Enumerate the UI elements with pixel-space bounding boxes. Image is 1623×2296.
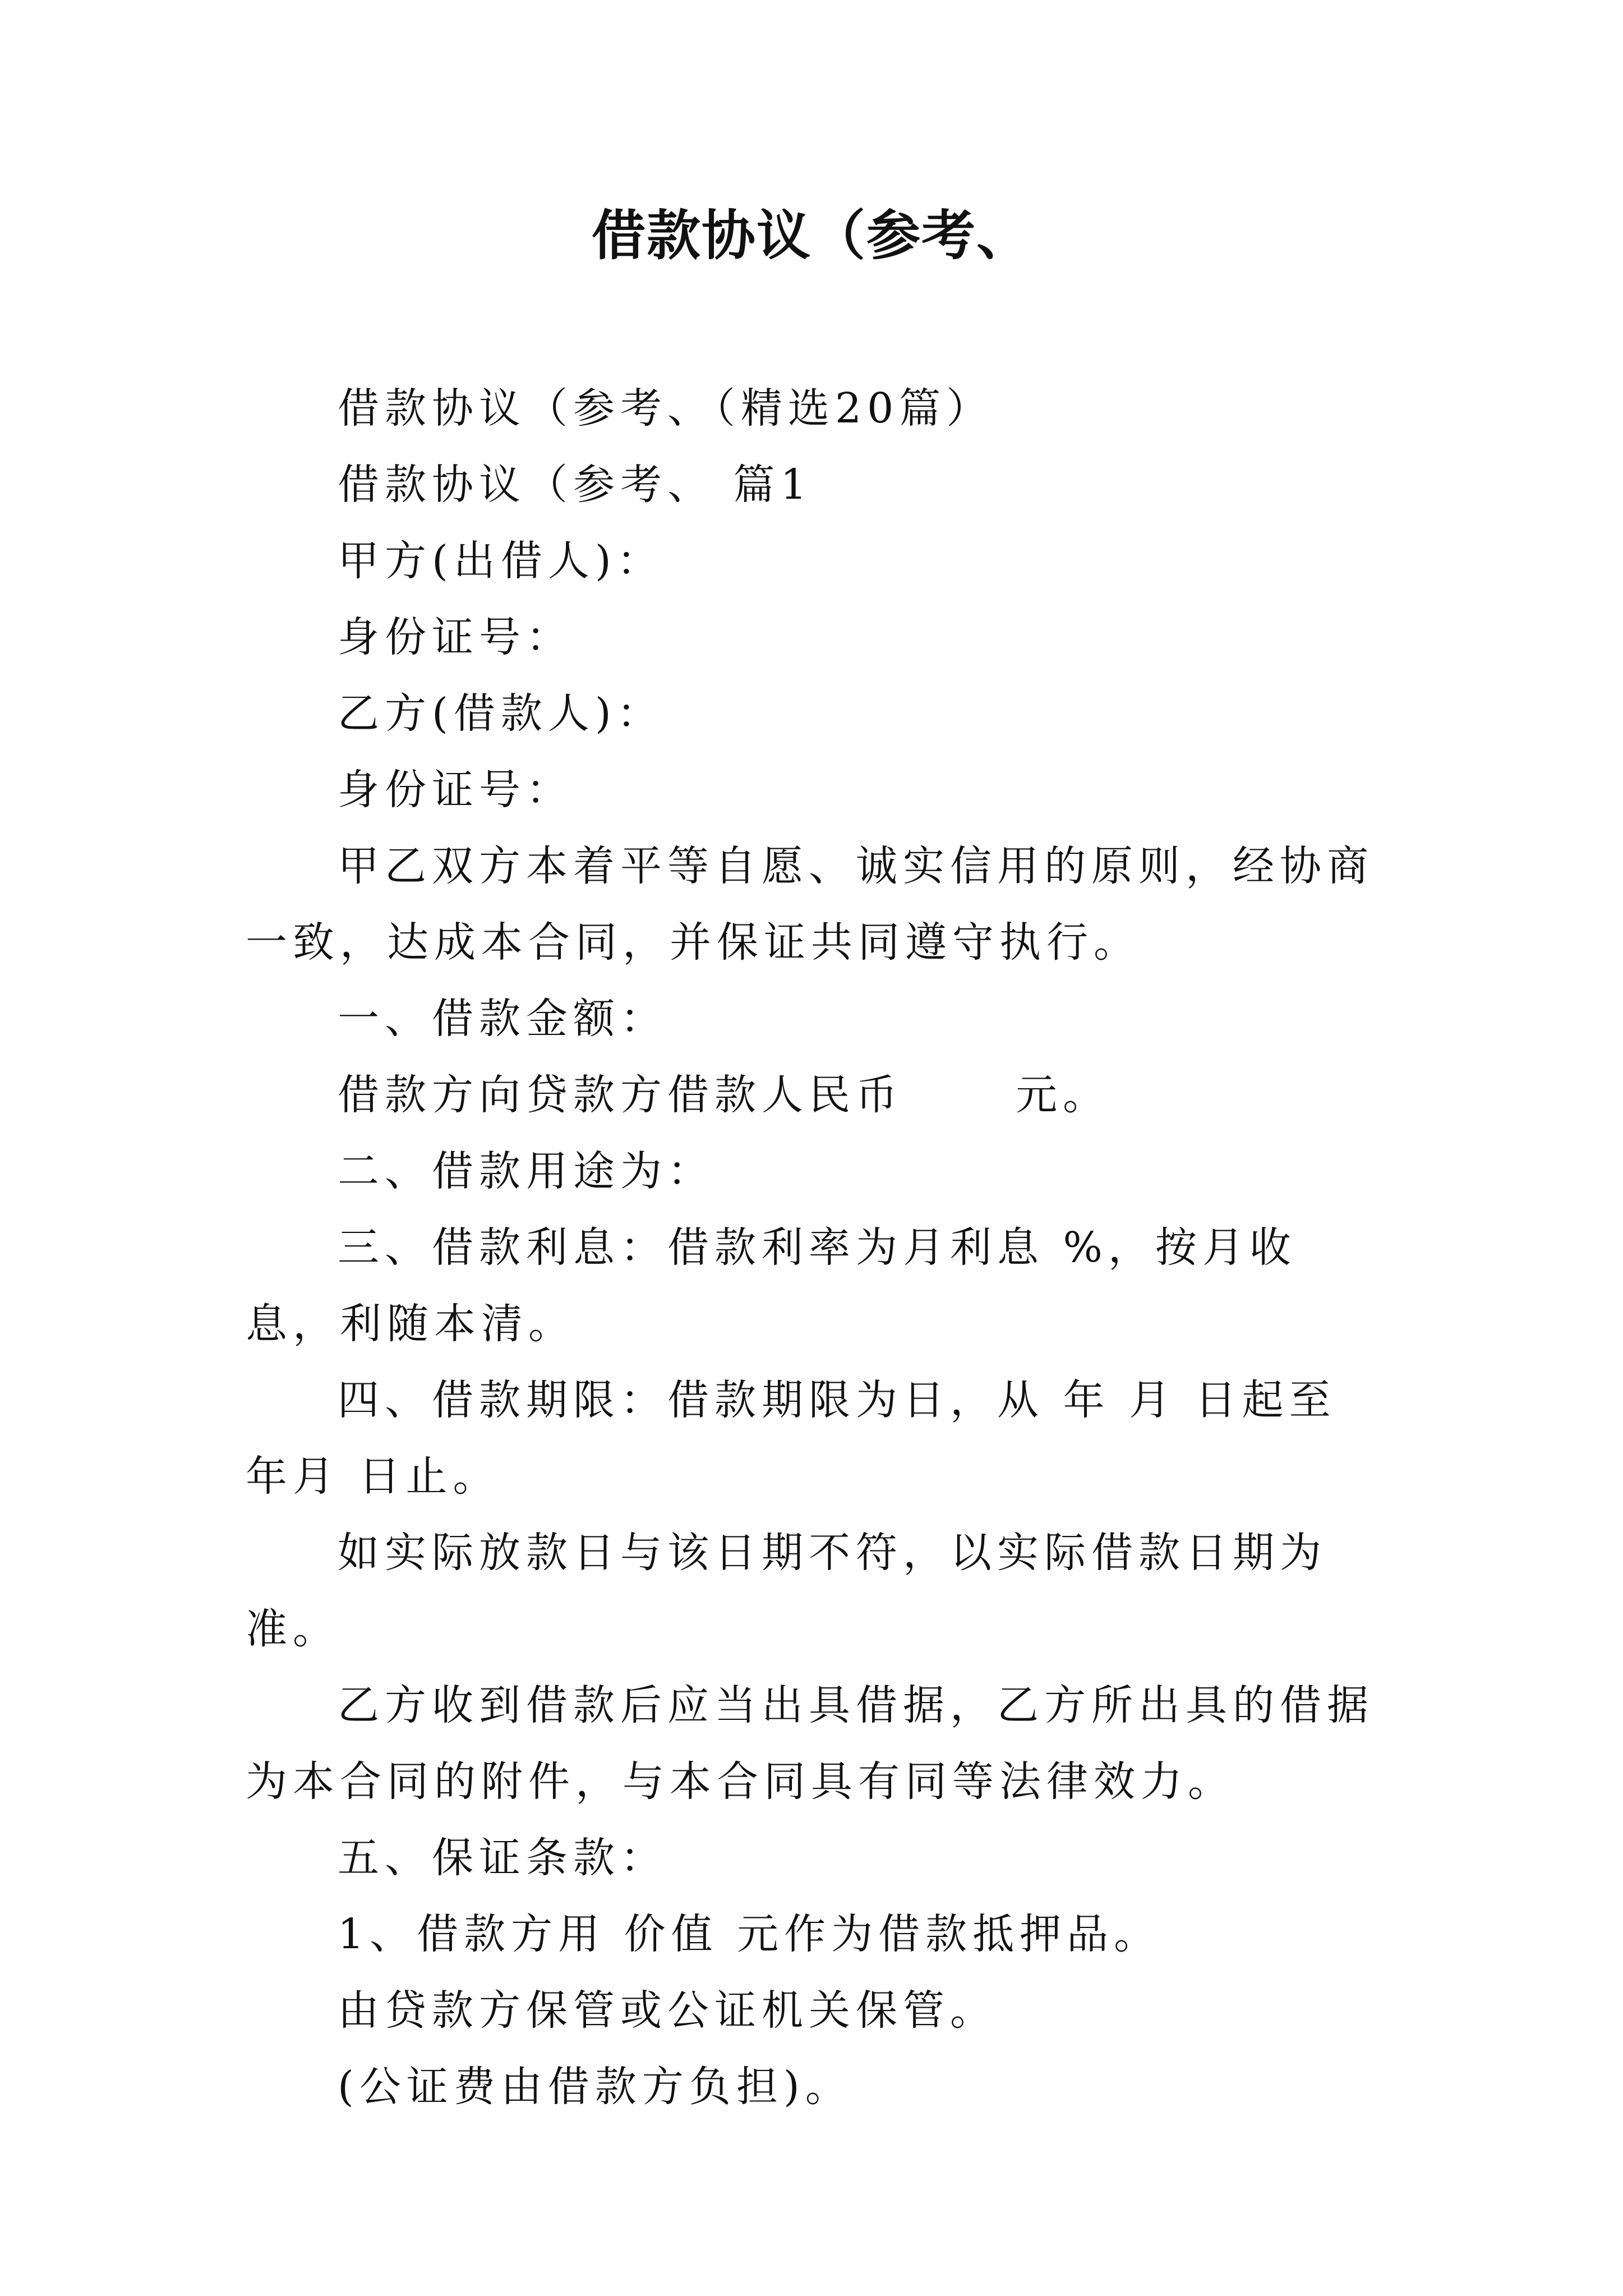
paragraph-actual-date: 如实际放款日与该日期不符，以实际借款日期为准。 — [246, 1529, 1327, 1653]
paragraph-subtitle: 借款协议（参考、（精选20篇） — [338, 384, 994, 432]
paragraph-custody: 由贷款方保管或公证机关保管。 — [338, 1986, 997, 2035]
paragraph-receipt: 乙方收到借款后应当出具借据，乙方所出具的借据为本合同的附件，与本合同具有同等法律效力。 — [246, 1681, 1374, 1806]
paragraph-clause-2-purpose: 二、借款用途为： — [338, 1147, 714, 1195]
paragraph-clause-1-heading: 一、借款金额： — [338, 995, 667, 1043]
paragraph-clause-5-heading: 五、保证条款： — [338, 1834, 667, 1882]
paragraph-party-b-id: 身份证号： — [338, 766, 573, 814]
paragraph-preamble: 甲乙双方本着平等自愿、诚实信用的原则，经协商一致，达成本合同，并保证共同遵守执行。 — [246, 842, 1374, 967]
document-title: 借款协议（参考、 — [592, 204, 1031, 267]
paragraph-clause-4-term: 四、借款期限：借款期限为日，从 年 月 日起至 年月 日止。 — [246, 1376, 1355, 1501]
paragraph-clause-1-amount: 借款方向贷款方借款人民币 元。 — [338, 1071, 1110, 1119]
paragraph-collateral: 1、借款方用 价值 元作为借款抵押品。 — [338, 1910, 1161, 1958]
paragraph-party-a-id: 身份证号： — [338, 613, 573, 661]
document-body — [246, 370, 1390, 2125]
paragraph-party-b: 乙方(借款人)： — [338, 689, 664, 738]
paragraph-clause-3-interest: 三、借款利息：借款利率为月利息 %，按月收息，利随本清。 — [246, 1223, 1297, 1348]
paragraph-section-heading: 借款协议（参考、 篇1 — [338, 461, 813, 509]
paragraph-party-a: 甲方(出借人)： — [338, 537, 664, 585]
paragraph-notary-fee: (公证费由借款方负担)。 — [338, 2063, 852, 2111]
